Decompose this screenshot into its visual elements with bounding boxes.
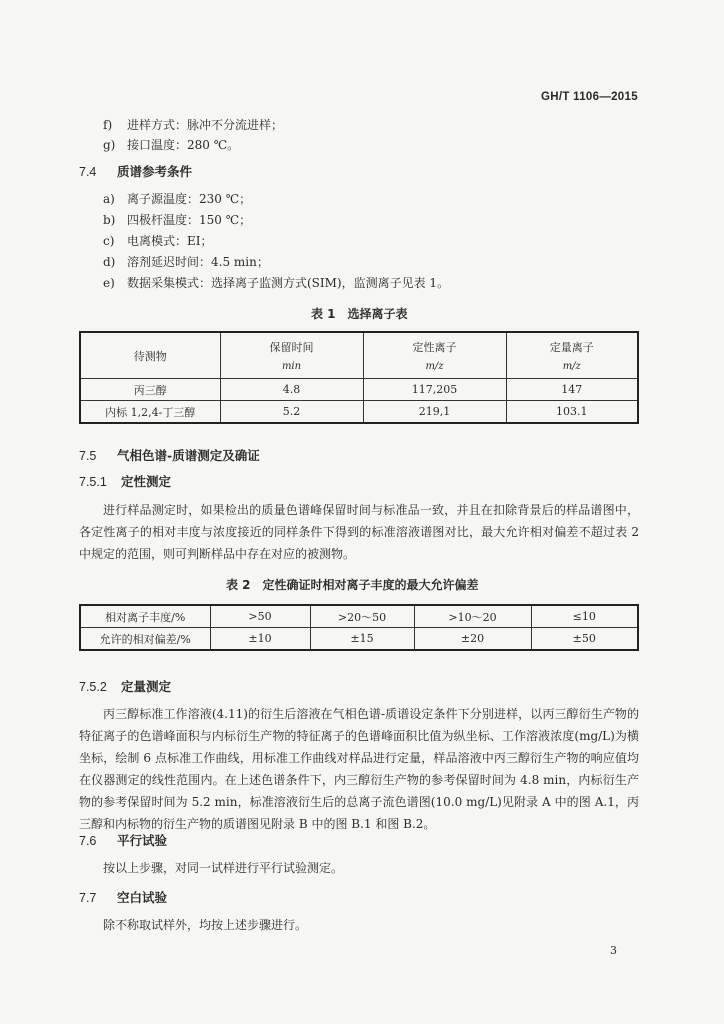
list-item-d [103, 253, 269, 270]
list-label: d) [103, 255, 116, 269]
table-cell: >20～50 [310, 605, 414, 628]
list-text: 进样方式：脉冲不分流进样； [127, 118, 284, 132]
section-7-6-paragraph: 按以上步骤，对同一试样进行平行试验测定。 [103, 861, 344, 875]
section-title: 定性测定 [121, 474, 172, 489]
section-number: 7.5.1 [79, 475, 107, 489]
list-text: 四极杆温度：150 ℃； [127, 213, 252, 227]
section-number: 7.5.2 [79, 680, 107, 694]
table-row [80, 605, 638, 628]
table-header-cell: 定量离子 m/z [506, 332, 638, 379]
section-7-4-heading [79, 162, 192, 180]
table-header-cell: 待测物 [80, 332, 220, 379]
list-label: a) [103, 192, 115, 206]
table-cell: 5.2 [220, 401, 363, 424]
list-label: f) [103, 118, 113, 132]
list-item-e [103, 274, 449, 291]
section-title: 定量测定 [121, 679, 172, 694]
table-cell: 内标 1,2,4-丁三醇 [80, 401, 220, 424]
list-label: e) [103, 276, 115, 290]
list-item-g [103, 136, 239, 153]
list-text: 接口温度：280 ℃。 [127, 138, 240, 152]
section-7-6-heading [79, 831, 167, 849]
list-label: g) [103, 138, 116, 152]
table1 [79, 331, 639, 424]
section-7-7-heading [79, 888, 167, 906]
list-text: 离子源温度：230 ℃； [127, 192, 252, 206]
section-title: 质谱参考条件 [117, 164, 193, 179]
section-number: 7.5 [79, 449, 97, 463]
table-cell: 103.1 [506, 401, 638, 424]
section-title: 空白试验 [117, 890, 168, 905]
section-number: 7.7 [79, 891, 97, 905]
list-item-b [103, 211, 251, 228]
standard-number: GH/T 1106—2015 [541, 91, 638, 103]
section-number: 7.6 [79, 834, 97, 848]
table-cell: ±10 [210, 628, 310, 651]
table-cell: ≤10 [531, 605, 638, 628]
section-title: 气相色谱-质谱测定及确证 [117, 448, 260, 463]
table-cell: 117,205 [363, 379, 506, 401]
table2-caption: 表 2 定性确证时相对离子丰度的最大允许偏差 [226, 578, 479, 592]
list-text: 电离模式：EI； [127, 234, 213, 248]
table-cell: ±15 [310, 628, 414, 651]
table-header-cell: 保留时间 min [220, 332, 363, 379]
table-cell: 相对离子丰度/% [80, 605, 210, 628]
section-7-5-2-paragraph: 丙三醇标准工作溶液(4.11)的衍生后溶液在气相色谱-质谱设定条件下分别进样，以丙三醇衍生产物的特征离子的色谱峰面积与内标衍生产物的特征离子的色谱峰面积比值为纵坐标、工作溶液浓度(mg/L)为横坐标，绘制 6 点标准工作曲线，用标准工作曲线对样品进行定量，样品溶液中丙三醇衍生产物的响应值均在仪器测定的线性范围内。在上述色谱条件下，内三醇衍生产物的参考保留时间为 4.8 min，内标衍生产物的参考保留时间为 5.2 min，标准溶液衍生后的总离子流色谱图(10.0 mg/L)见附录 A 中的图 A.1，丙三醇和内标物的衍生产物的质谱图见附录 B 中的图 B.1 和图 B.2。 [79, 707, 639, 831]
list-text: 数据采集模式：选择离子监测方式(SIM)，监测离子见表 1。 [127, 276, 450, 290]
table-header-row [80, 332, 638, 379]
section-7-5-2-heading [79, 677, 171, 695]
list-label: b) [103, 213, 116, 227]
table-cell: ±20 [414, 628, 531, 651]
list-label: c) [103, 234, 115, 248]
page-number: 3 [610, 944, 617, 957]
list-text: 溶剂延迟时间：4.5 min； [127, 255, 269, 269]
table2 [79, 604, 639, 651]
table-cell: 丙三醇 [80, 379, 220, 401]
table-cell: ±50 [531, 628, 638, 651]
table-cell: >10～20 [414, 605, 531, 628]
list-item-a [103, 190, 251, 207]
list-item-c [103, 232, 213, 249]
table-cell: 219,1 [363, 401, 506, 424]
table1-caption: 表 1 选择离子表 [311, 307, 408, 321]
section-7-5-1-heading [79, 472, 171, 490]
list-item-f [103, 116, 283, 133]
section-title: 平行试验 [117, 833, 168, 848]
table-cell: 147 [506, 379, 638, 401]
table-row [80, 401, 638, 424]
table-cell: >50 [210, 605, 310, 628]
table-row [80, 379, 638, 401]
table-cell: 允许的相对偏差/% [80, 628, 210, 651]
section-7-5-heading [79, 446, 260, 464]
section-7-5-1-paragraph: 进行样品测定时，如果检出的质量色谱峰保留时间与标准品一致，并且在扣除背景后的样品谱图中，各定性离子的相对丰度与浓度接近的同样条件下得到的标准溶液谱图对比，最大允许相对偏差不超过表 2 中规定的范围，则可判断样品中存在对应的被测物。 [79, 503, 639, 561]
table-cell: 4.8 [220, 379, 363, 401]
section-number: 7.4 [79, 165, 97, 179]
section-7-7-paragraph: 除不称取试样外，均按上述步骤进行。 [103, 918, 308, 932]
table-header-cell: 定性离子 m/z [363, 332, 506, 379]
table-row [80, 628, 638, 651]
